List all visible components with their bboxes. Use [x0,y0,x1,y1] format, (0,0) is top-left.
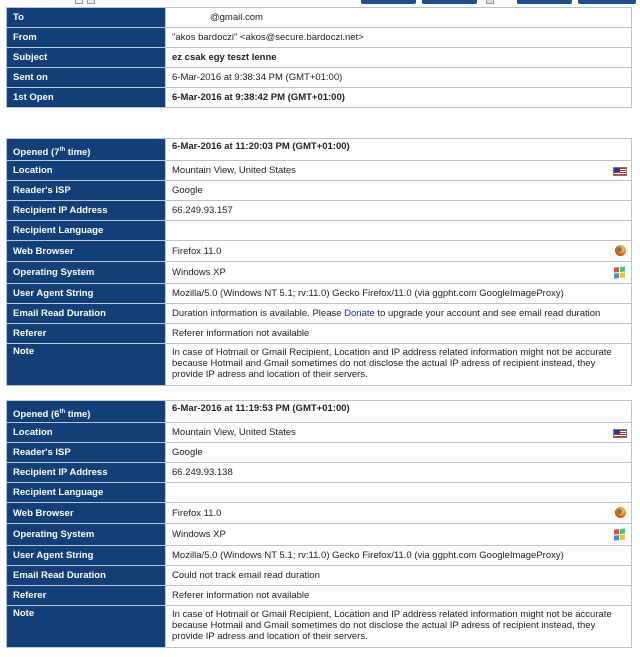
os-row [7,524,632,546]
checkbox-icon[interactable] [75,0,83,4]
ip-value: 66.249.93.138 [166,463,632,483]
first-open-row [7,88,632,108]
referer-row [7,586,632,606]
document-icon[interactable] [87,0,95,4]
to-value: @gmail.com [166,8,632,28]
ua-value: Mozilla/5.0 (Windows NT 5.1; rv:11.0) Gecko Firefox/11.0 (via ggpht.com GoogleImageProxy) [166,284,632,304]
os-cell [166,524,632,546]
sent-value: 6-Mar-2016 at 9:38:34 PM (GMT+01:00) [166,68,632,88]
open-7-table [6,138,632,386]
location-cell [166,423,632,443]
browser-value: Firefox 11.0 [172,507,222,519]
ip-label: Recipient IP Address [7,201,166,221]
toolbar-icon[interactable] [486,0,494,4]
language-value [166,483,632,503]
duration-value: Could not track email read duration [166,566,632,586]
location-label: Location [7,161,166,181]
duration-label: Email Read Duration [7,304,166,324]
from-label: From [7,28,166,48]
first-open-value: 6-Mar-2016 at 9:38:42 PM (GMT+01:00) [166,88,632,108]
toolbar-button[interactable] [578,0,636,4]
duration-label: Email Read Duration [7,566,166,586]
referer-label: Referer [7,324,166,344]
toolbar-button[interactable] [361,0,416,4]
browser-row [7,241,632,262]
os-cell [166,262,632,284]
first-open-label: 1st Open [7,88,166,108]
toolbar-button[interactable] [517,0,572,4]
note-value: In case of Hotmail or Gmail Recipient, Location and IP address related information might not be accurate because Hotmail and Gmail sometimes do not disclose the actual IP adress of recipient instead, they provide IP adress and location of their servers. [166,344,632,386]
ua-label: User Agent String [7,284,166,304]
opened-label: Opened (7th time) [7,139,166,161]
donate-link[interactable]: Donate [344,308,375,319]
firefox-icon [615,245,626,256]
language-label: Recipient Language [7,483,166,503]
from-value: "akos bardoczi" <akos@secure.bardoczi.net> [166,28,632,48]
ua-value: Mozilla/5.0 (Windows NT 5.1; rv:11.0) Gecko Firefox/11.0 (via ggpht.com GoogleImageProxy) [166,546,632,566]
os-label: Operating System [7,524,166,546]
os-value: Windows XP [172,529,226,540]
browser-cell [166,241,632,262]
isp-row [7,443,632,463]
os-label: Operating System [7,262,166,284]
isp-value: Google [166,181,632,201]
isp-row [7,181,632,201]
windows-icon [614,528,626,541]
isp-value: Google [166,443,632,463]
location-value: Mountain View, United States [172,427,296,438]
note-label: Note [7,606,166,648]
opened-row [7,401,632,423]
os-row [7,262,632,284]
from-row [7,28,632,48]
to-row [7,8,632,28]
isp-label: Reader's ISP [7,181,166,201]
sent-row [7,68,632,88]
sent-label: Sent on [7,68,166,88]
top-toolbar [0,0,640,7]
toolbar-button[interactable] [422,0,477,4]
ua-row [7,546,632,566]
email-header-table [6,7,632,108]
location-row [7,423,632,443]
referer-value: Referer information not available [166,586,632,606]
referer-label: Referer [7,586,166,606]
referer-row [7,324,632,344]
open-6-table [6,400,632,648]
note-value: In case of Hotmail or Gmail Recipient, Location and IP address related information might not be accurate because Hotmail and Gmail sometimes do not disclose the actual IP adress of recipient instead, they provide IP adress and location of their servers. [166,606,632,648]
ua-label: User Agent String [7,546,166,566]
opened-label: Opened (6th time) [7,401,166,423]
us-flag-icon [613,429,627,438]
duration-row [7,566,632,586]
location-value: Mountain View, United States [172,165,296,176]
duration-text-end: to upgrade your account and see email read duration [374,308,601,319]
note-label: Note [7,344,166,386]
language-label: Recipient Language [7,221,166,241]
opened-row [7,139,632,161]
location-row [7,161,632,181]
language-value [166,221,632,241]
location-label: Location [7,423,166,443]
to-label: To [7,8,166,28]
ip-row [7,463,632,483]
browser-label: Web Browser [7,241,166,262]
subject-value: ez csak egy teszt lenne [166,48,632,68]
opened-value: 6-Mar-2016 at 11:19:53 PM (GMT+01:00) [166,401,632,423]
language-row [7,483,632,503]
windows-icon [614,266,626,279]
browser-value: Firefox 11.0 [172,245,222,257]
browser-label: Web Browser [7,503,166,524]
isp-label: Reader's ISP [7,443,166,463]
os-value: Windows XP [172,267,226,278]
note-row [7,606,632,648]
duration-text: Duration information is available. Please [172,308,345,319]
ip-label: Recipient IP Address [7,463,166,483]
opened-value: 6-Mar-2016 at 11:20:03 PM (GMT+01:00) [166,139,632,161]
language-row [7,221,632,241]
browser-cell [166,503,632,524]
ip-value: 66.249.93.157 [166,201,632,221]
ua-row [7,284,632,304]
location-cell [166,161,632,181]
referer-value: Referer information not available [166,324,632,344]
browser-row [7,503,632,524]
us-flag-icon [613,167,627,176]
duration-cell [166,304,632,324]
firefox-icon [615,507,626,518]
subject-row [7,48,632,68]
subject-label: Subject [7,48,166,68]
duration-row [7,304,632,324]
ip-row [7,201,632,221]
note-row [7,344,632,386]
